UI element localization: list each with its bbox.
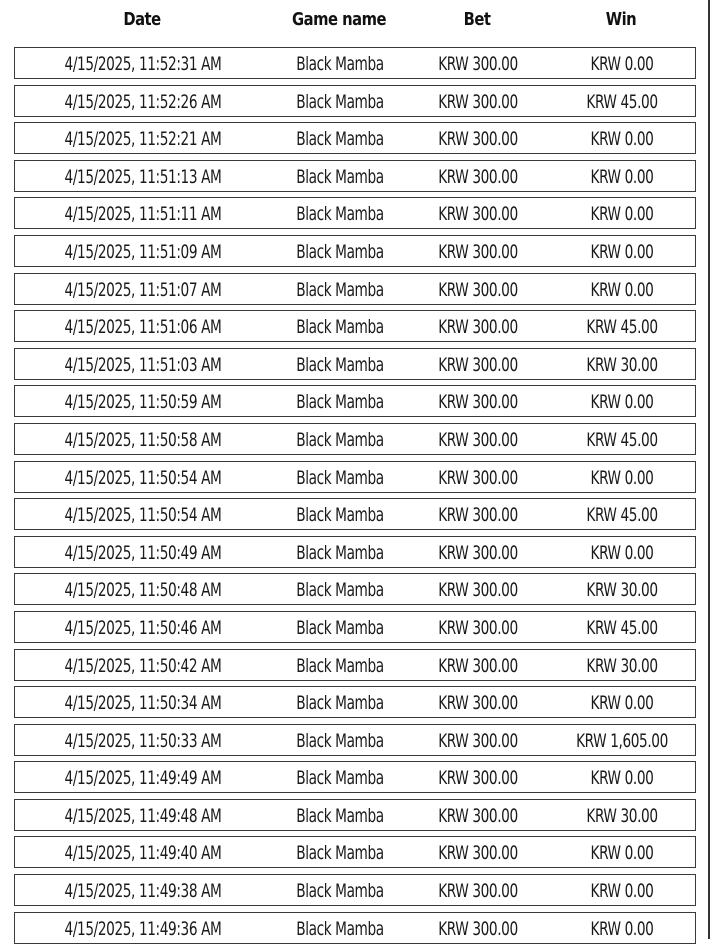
cell-game-name: Black Mamba	[296, 391, 384, 414]
table-row[interactable]	[14, 686, 696, 718]
table-row[interactable]	[14, 498, 696, 530]
cell-win: KRW 45.00	[586, 428, 658, 451]
cell-win: KRW 30.00	[586, 804, 658, 827]
table-row[interactable]	[14, 47, 696, 79]
table-row[interactable]	[14, 836, 696, 868]
cell-win: KRW 30.00	[586, 579, 658, 602]
cell-bet: KRW 300.00	[438, 466, 518, 489]
cell-bet: KRW 300.00	[438, 917, 518, 940]
table-row[interactable]	[14, 649, 696, 681]
cell-bet: KRW 300.00	[438, 240, 518, 263]
cell-game-name: Black Mamba	[296, 654, 384, 677]
cell-game-name: Black Mamba	[296, 428, 384, 451]
cell-bet: KRW 300.00	[438, 203, 518, 226]
cell-game-name: Black Mamba	[296, 767, 384, 790]
cell-game-name: Black Mamba	[296, 692, 384, 715]
cell-game-name: Black Mamba	[296, 541, 384, 564]
history-table-body	[14, 47, 696, 949]
cell-date: 4/15/2025, 11:50:58 AM	[64, 428, 222, 451]
table-row[interactable]	[14, 536, 696, 568]
table-row[interactable]	[14, 461, 696, 493]
table-row[interactable]	[14, 423, 696, 455]
cell-bet: KRW 300.00	[438, 428, 518, 451]
cell-bet: KRW 300.00	[438, 165, 518, 188]
cell-bet: KRW 300.00	[438, 692, 518, 715]
table-row[interactable]	[14, 235, 696, 267]
cell-win: KRW 30.00	[586, 654, 658, 677]
cell-win: KRW 45.00	[586, 90, 658, 113]
cell-game-name: Black Mamba	[296, 165, 384, 188]
cell-game-name: Black Mamba	[296, 880, 384, 903]
cell-win: KRW 45.00	[586, 316, 658, 339]
cell-date: 4/15/2025, 11:49:36 AM	[64, 917, 222, 940]
cell-bet: KRW 300.00	[438, 128, 518, 151]
cell-bet: KRW 300.00	[438, 353, 518, 376]
cell-win: KRW 30.00	[586, 353, 658, 376]
cell-win: KRW 0.00	[590, 278, 654, 301]
cell-win: KRW 45.00	[586, 616, 658, 639]
cell-bet: KRW 300.00	[438, 842, 518, 865]
cell-game-name: Black Mamba	[296, 316, 384, 339]
cell-date: 4/15/2025, 11:50:42 AM	[64, 654, 222, 677]
cell-game-name: Black Mamba	[296, 53, 384, 75]
cell-win: KRW 0.00	[590, 842, 654, 865]
table-row[interactable]	[14, 310, 696, 342]
cell-date: 4/15/2025, 11:50:46 AM	[64, 616, 222, 639]
column-header-bet: Bet	[463, 9, 491, 30]
table-row[interactable]	[14, 761, 696, 793]
cell-bet: KRW 300.00	[438, 391, 518, 414]
table-row[interactable]	[14, 611, 696, 643]
column-header-win: Win	[605, 9, 637, 30]
cell-win: KRW 0.00	[590, 391, 654, 414]
cell-date: 4/15/2025, 11:51:06 AM	[64, 316, 222, 339]
cell-date: 4/15/2025, 11:50:33 AM	[64, 729, 222, 752]
cell-date: 4/15/2025, 11:51:03 AM	[64, 353, 222, 376]
cell-win: KRW 0.00	[590, 541, 654, 564]
cell-bet: KRW 300.00	[438, 90, 518, 113]
cell-date: 4/15/2025, 11:51:09 AM	[64, 240, 222, 263]
cell-date: 4/15/2025, 11:49:48 AM	[64, 804, 222, 827]
cell-bet: KRW 300.00	[438, 654, 518, 677]
cell-bet: KRW 300.00	[438, 278, 518, 301]
cell-win: KRW 0.00	[590, 917, 654, 940]
table-header	[14, 0, 696, 40]
table-row[interactable]	[14, 385, 696, 417]
cell-win: KRW 0.00	[590, 53, 654, 75]
cell-bet: KRW 300.00	[438, 880, 518, 903]
cell-bet: KRW 300.00	[438, 579, 518, 602]
cell-date: 4/15/2025, 11:50:54 AM	[64, 504, 222, 527]
column-header-date: Date	[123, 9, 161, 30]
cell-bet: KRW 300.00	[438, 316, 518, 339]
cell-bet: KRW 300.00	[438, 541, 518, 564]
cell-game-name: Black Mamba	[296, 504, 384, 527]
cell-date: 4/15/2025, 11:50:48 AM	[64, 579, 222, 602]
cell-date: 4/15/2025, 11:50:54 AM	[64, 466, 222, 489]
table-row[interactable]	[14, 799, 696, 831]
table-row[interactable]	[14, 122, 696, 154]
cell-win: KRW 0.00	[590, 165, 654, 188]
table-row[interactable]	[14, 273, 696, 305]
cell-game-name: Black Mamba	[296, 128, 384, 151]
cell-game-name: Black Mamba	[296, 203, 384, 226]
cell-game-name: Black Mamba	[296, 616, 384, 639]
table-row[interactable]	[14, 573, 696, 605]
cell-win: KRW 0.00	[590, 767, 654, 790]
cell-win: KRW 0.00	[590, 692, 654, 715]
cell-game-name: Black Mamba	[296, 842, 384, 865]
cell-date: 4/15/2025, 11:51:13 AM	[64, 165, 222, 188]
cell-date: 4/15/2025, 11:49:49 AM	[64, 767, 222, 790]
cell-date: 4/15/2025, 11:50:34 AM	[64, 692, 222, 715]
table-row[interactable]	[14, 197, 696, 229]
table-row[interactable]	[14, 85, 696, 117]
table-row[interactable]	[14, 348, 696, 380]
cell-bet: KRW 300.00	[438, 504, 518, 527]
cell-game-name: Black Mamba	[296, 804, 384, 827]
cell-game-name: Black Mamba	[296, 278, 384, 301]
cell-game-name: Black Mamba	[296, 240, 384, 263]
cell-date: 4/15/2025, 11:50:59 AM	[64, 391, 222, 414]
column-header-game-name: Game name	[291, 9, 387, 30]
cell-win: KRW 0.00	[590, 128, 654, 151]
cell-date: 4/15/2025, 11:49:40 AM	[64, 842, 222, 865]
cell-win: KRW 0.00	[590, 203, 654, 226]
cell-game-name: Black Mamba	[296, 579, 384, 602]
table-row[interactable]	[14, 724, 696, 756]
cell-date: 4/15/2025, 11:51:11 AM	[64, 203, 222, 226]
cell-game-name: Black Mamba	[296, 729, 384, 752]
cell-date: 4/15/2025, 11:50:49 AM	[64, 541, 222, 564]
cell-game-name: Black Mamba	[296, 90, 384, 113]
cell-date: 4/15/2025, 11:52:31 AM	[64, 53, 222, 75]
cell-game-name: Black Mamba	[296, 353, 384, 376]
cell-win: KRW 1,605.00	[576, 729, 668, 752]
cell-date: 4/15/2025, 11:51:07 AM	[64, 278, 222, 301]
table-row[interactable]	[14, 160, 696, 192]
cell-win: KRW 45.00	[586, 504, 658, 527]
cell-win: KRW 0.00	[590, 466, 654, 489]
cell-bet: KRW 300.00	[438, 729, 518, 752]
table-row[interactable]	[14, 874, 696, 906]
cell-date: 4/15/2025, 11:52:26 AM	[64, 90, 222, 113]
cell-win: KRW 0.00	[590, 880, 654, 903]
cell-win: KRW 0.00	[590, 240, 654, 263]
cell-game-name: Black Mamba	[296, 917, 384, 940]
cell-date: 4/15/2025, 11:52:21 AM	[64, 128, 222, 151]
cell-bet: KRW 300.00	[438, 616, 518, 639]
cell-game-name: Black Mamba	[296, 466, 384, 489]
cell-date: 4/15/2025, 11:49:38 AM	[64, 880, 222, 903]
cell-bet: KRW 300.00	[438, 804, 518, 827]
cell-bet: KRW 300.00	[438, 767, 518, 790]
cell-bet: KRW 300.00	[438, 53, 518, 75]
